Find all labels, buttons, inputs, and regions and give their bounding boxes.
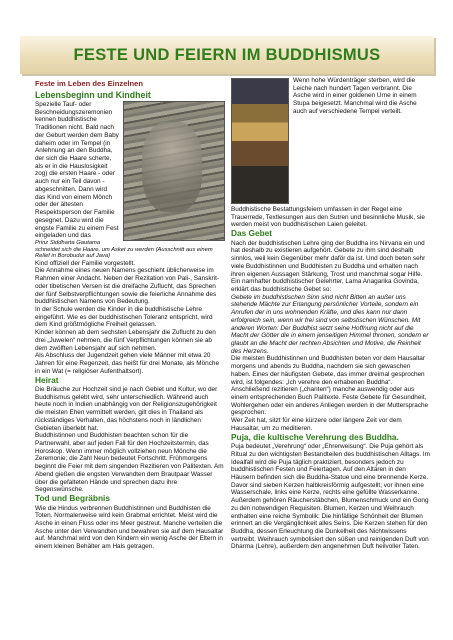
paragraph-meditieren: Wer Zeit hat, sitzt für eine kürzere oder längere Zeit vor dem Hausaltar, um zu meditieren.: [231, 417, 402, 432]
section-heading-feste: Feste im Leben des Einzelnen: [35, 79, 144, 88]
paragraph-gebet-lehre: Nach der buddhistischen Lehre ging der Buddha ins Nirvana ein und hat deshalb zu existieren aufgehört. Gebete zu ihm sind deshalb sinnlos, weil kein Gegenüber mehr daför da ist. Und doch beten sehr viele Buddhistinnen und Buddhisten zu Buddha und erhalten nach ihren eigenen Aussagen Stärkung, Trost und manchmal sogar Hilfe. Ein namhafter buddhistischer Gelehrter, Lama Anagarika Govinda, erklärt das buddhistische Gebet so:: [231, 239, 426, 293]
paragraph-hochzeit-braeuche: Die Bräuche zur Hochzeit sind je nach Gebiet und Kultur, wo der Buddhismus gelebt wird, sehr unterschiedlich. Während auch heute noch in Indien unabhängig von der Religionszugehörigkeit die meisten Ehen vermittelt werden, gilt dies in Thailand als rückständiges Verhalten, das höchstens noch in ländlichen Gebieten überlebt hat.: [35, 386, 218, 432]
paragraph-chanten: Anschließend rezitieren („chanten“) manche auswendig oder aus einem entsprechenden Buch Palitexte. Feste Gebete für Gesundheit, Wohlergehen oder ein anderes Anliegen werden in der Muttersprache gesprochen.: [231, 386, 429, 417]
paragraph-bestattung: Buddhistische Bestattungsfeiern umfassen in der Regel eine Trauerrede, Textlesungen aus den Sutren und besinnliche Musik, sie werden meist von buddhistischen Laien geleitet.: [231, 206, 425, 229]
subheading-lebensbeginn: Lebensbeginn und Kindheit: [35, 90, 151, 100]
figure-caption: Prinz Siddharta Gautama schneidet sich die Haare, um Asket zu werden (Ausschnitt aus einem Relief in Borobudur auf Java): [35, 239, 213, 260]
paragraph-tod: Wie die Hindus verbrennen Buddhistinnen und Buddhisten die Toten. Normalerweise wird kein Grabmal errichtet. Meist wird die Asche in einen Fluss oder ins Meer gestreut. Manche verteilen die Asche unter den Verwandten und bewahren sie auf dem Hausaltar auf. Manchmal wird von den Kindern ein wenig Asche der Eltern in einem kleinen Behälter am Hals getragen.: [35, 504, 224, 551]
page-title: FESTE UND FEIERN IM BUDDHISMUS: [73, 46, 381, 64]
left-column: [35, 77, 225, 551]
right-column: [231, 77, 431, 551]
paragraph-zuflucht: Kinder können ab dem sechsten Lebensjahr die Zuflucht zu den drei „Juwelen“ nehmen, die fünf Verpflichtungen können sie ab dem zwölften Lebensjahr auf sich nehmen.: [35, 329, 216, 352]
paragraph-schule: In der Schule werden die Kinder in die buddhistische Lehre eingeführt. Wie es der buddhistischen Toleranz entspricht, wird dem Kind größtmögliche Freiheit gelassen.: [35, 306, 213, 329]
quote-govinda: Gebete im buddhistischen Sinn sind nicht Bitten an außer uns stehende Mächte zur Erlangung persönlicher Vorteile, sondern ein Anrufen der in uns wohnenden Kräfte, und dies kann nur dann erfolgreich sein, wenn wir frei sind von selbstischen Wünschen. Mit anderen Worten: Der Buddhist setzt seine Hoffnung nicht auf die Macht der Götter die in einem jenseitigen Himmel thronen, sondern er glaubt an die Macht der rechten Absichten und Motive, die Reinheit des Herzens.: [231, 293, 429, 355]
section-heading-gebet: Das Gebet: [231, 228, 273, 239]
section-heading-tod: Tod und Begräbnis: [35, 493, 110, 504]
title-banner: [20, 36, 434, 74]
paragraph-wuerdentraeger: Wenn hohe Würdenträger sterben, wird die Leiche nach hundert Tagen verbrannt. Die Asche wird in einer goldenen Urne in einem Stupa beigesetzt. Manchmal wird die Asche auch auf verschiedene Tempel verteilt.: [293, 77, 417, 115]
paragraph-namensgebung: Die Annahme eines neuen Namens geschieht üblicherweise im Rahmen einer Andacht. Neben der Rezitation von Pali-, Sanskrit- oder tibetischen Versen ist die dreifache Zuflucht, das Sprechen der fünf Selbstverpflichtungen sowie die feierliche Annahme des buddhistischen Namens von Bedeutung.: [35, 267, 220, 306]
section-heading-heirat: Heirat: [35, 374, 59, 385]
relief-image: [123, 101, 225, 241]
section-heading-puja: Puja, die kultische Verehrung des Buddha.: [231, 431, 399, 442]
paragraph-jugendzeit: Als Abschluss der Jugendzeit gehen viele Männer mit etwa 20 Jahren für eine Regenzeit, das heißt für drei Monate, als Mönche in ein Wat (= religiöser Aufenthaltsort).: [35, 352, 220, 375]
paragraph-puja: Puja bedeutet „Verehrung“ oder „Ehrerweisung“. Die Puja gehört als Ritual zu den wichtigsten Bestandteilen des buddhistischen Alltags. Im Idealfall wird die Puja täglich praktiziert, besonders jedoch zu buddhistischen Festen und Feiertagen. Auf den Altären in den Häusern befinden sich die Buddha-Statue und eine brennende Kerze. Davor sind sieben Kerzen halbkreisförmig aufgestellt; vor ihnen eine Wasserschale, links eine Kerze, rechts eine gefüllte Wasserkanne. Außerdem gehören Räucherstäbchen, Blumenschmuck und ein Gong zu den notwendigen Requisiten. Blumen, Kerzen und Weihrauch enthalten eine reiche Symbolik: Die hinfällige Schönheit der Blumen erinnert an die Vergänglichkeit alles Seins. Die Kerzen stehen für den Buddha, dessen Erleuchtung die Dunkelheit des Nichtwissens vertreibt. Weihrauch symbolisiert den süßen und reinigenden Duft von Dharma (Lehre), außerdem den angenehmen Duft heilvoller Taten.: [231, 443, 430, 551]
paragraph-hausaltar: Die meisten Buddhistinnen und Buddhisten beten vor dem Hausaltar morgens und abends zu Buddha, nachdem sie sich gewaschen haben. Eines der häufigsten Gebete, das immer dreimal gesprochen wird, ist folgendes: „Ich verehre den erhabenen Buddha“.: [231, 355, 425, 386]
paragraph-lebensbeginn: Spezielle Tauf- oder Beschneidungszeremonien kennen buddhistische Traditionen nicht. Bald nach der Geburt werden dem Baby daheim oder im Tempel (in Anlehnung an den Buddha, der sich die Haare scherte, als er in die Hauslosigkeit zog) die ersten Haare - oder auch nur ein Teil davon - abgeschnitten. Dann wird das Kind von einem Mönch oder der ältesten Respektsperson der Familie gesegnet. Dazu wird die engste Familie zu einem Fest eingeladen und das: [35, 101, 119, 240]
paragraph-kind-vorgestellt: Kind offiziell der Familie vorgestellt.: [35, 259, 136, 267]
paragraph-hochzeit-horoskop: Buddhistinnen und Buddhisten beachten schon für die Partnerwahl, aber auf jeden Fall für den Hochzeitstermin, das Horoskop. Wenn immer möglich vollziehen neun Mönche die Zeremonie; die Zahl Neun bedeutet Fortschritt. Frühmorgens beginnt die Feier mit dem singenden Rezitieren von Palitexten. Am Abend gießen die engsten Verwandten dem Brautpaar Wasser über die gefalteten Hände und sprechen dazu ihre Segenswünsche.: [35, 432, 224, 494]
cremation-photo: [231, 78, 289, 204]
